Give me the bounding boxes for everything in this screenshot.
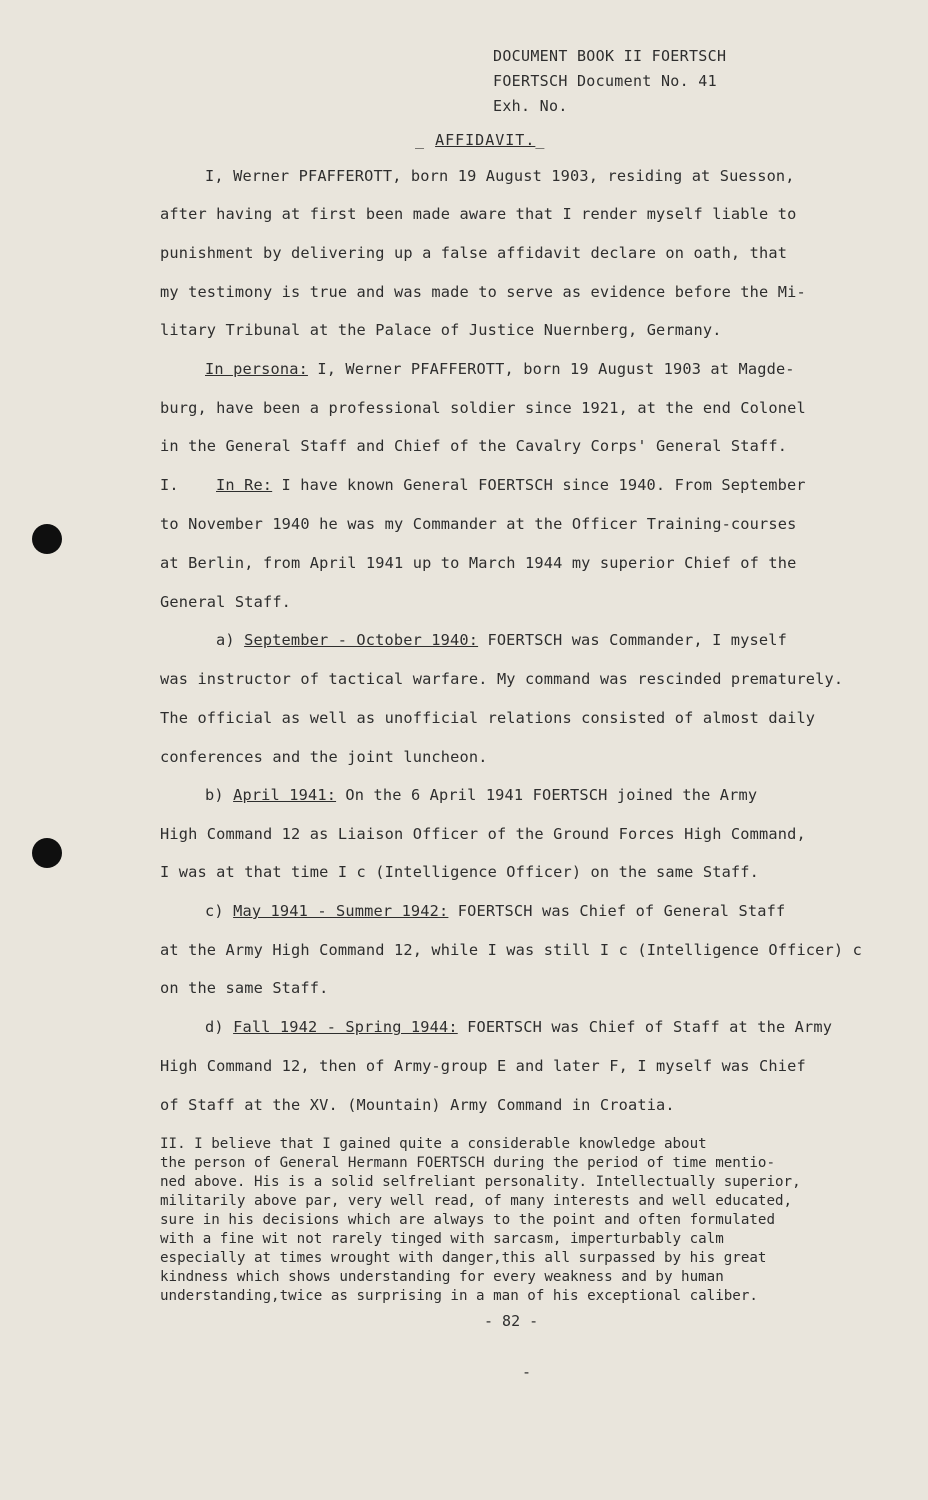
item-d-text-1: FOERTSCH was Chief of Staff at the Army: [457, 1018, 833, 1036]
section-2-line-3: ned above. His is a solid selfreliant personality. Intellectually superior,: [160, 1174, 801, 1190]
section-1-line-1: [160, 476, 806, 494]
header-line-2: FOERTSCH Document No. 41: [493, 72, 717, 90]
item-b-line-2: High Command 12 as Liaison Officer of the Ground Forces High Command,: [160, 825, 806, 843]
item-c-prefix: c): [205, 902, 234, 920]
title-text: AFFIDAVIT.: [435, 131, 536, 149]
section-1-line-3: at Berlin, from April 1941 up to March 1944 my superior Chief of the: [160, 554, 797, 572]
item-a-prefix: a): [216, 631, 245, 649]
section-2-line-6: with a fine wit not rarely tinged with sarcasm, imperturbably calm: [160, 1231, 724, 1247]
item-c-line-2: at the Army High Command 12, while I was still I c (Intelligence Officer) c: [160, 941, 862, 959]
item-c-text-1: FOERTSCH was Chief of General Staff: [448, 902, 786, 920]
persona-line-1: [205, 360, 795, 378]
item-a-text-1: FOERTSCH was Commander, I myself: [478, 631, 787, 649]
intro-line-2: after having at first been made aware that I render myself liable to: [160, 205, 797, 223]
section-1-line-4: General Staff.: [160, 593, 292, 611]
punch-hole-upper: [32, 524, 62, 554]
section-1-line-2: to November 1940 he was my Commander at the Officer Training-courses: [160, 515, 797, 533]
item-d-line-1: [205, 1018, 832, 1036]
persona-label: In persona:: [205, 360, 308, 378]
document-header: [493, 44, 726, 119]
section-1-label: In Re:: [216, 476, 273, 494]
persona-text-1: I, Werner PFAFFEROTT, born 19 August 1903 at Magde-: [307, 360, 795, 378]
item-c-line-3: on the same Staff.: [160, 979, 329, 997]
persona-line-2: burg, have been a professional soldier since 1921, at the end Colonel: [160, 399, 806, 417]
item-d-line-2: High Command 12, then of Army-group E and later F, I myself was Chief: [160, 1057, 806, 1075]
section-2-line-7: especially at times wrought with danger,this all surpassed by his great: [160, 1250, 767, 1266]
item-b-text-1: On the 6 April 1941 FOERTSCH joined the Army: [336, 786, 758, 804]
item-a-line-4: conferences and the joint luncheon.: [160, 748, 488, 766]
item-b-prefix: b): [205, 786, 234, 804]
item-b-line-3: I was at that time I c (Intelligence Officer) on the same Staff.: [160, 863, 760, 881]
section-2-line-9: understanding,twice as surprising in a man of his exceptional caliber.: [160, 1288, 758, 1304]
section-2-line-8: kindness which shows understanding for every weakness and by human: [160, 1269, 724, 1285]
item-d-label: Fall 1942 - Spring 1944:: [233, 1018, 458, 1036]
document-title: _ AFFIDAVIT._: [415, 131, 546, 149]
item-d-line-3: of Staff at the XV. (Mountain) Army Command in Croatia.: [160, 1096, 675, 1114]
footer-mark: -: [522, 1363, 532, 1381]
intro-line-1: I, Werner PFAFFEROTT, born 19 August 1903, residing at Suesson,: [205, 167, 795, 185]
item-a-line-3: The official as well as unofficial relations consisted of almost daily: [160, 709, 816, 727]
section-1-text-1: I have known General FOERTSCH since 1940. From September: [272, 476, 806, 494]
section-2-line-2: the person of General Hermann FOERTSCH during the period of time mentio-: [160, 1155, 775, 1171]
section-1-number: I.: [160, 476, 179, 494]
header-line-3: Exh. No.: [493, 97, 568, 115]
persona-line-3: in the General Staff and Chief of the Cavalry Corps' General Staff.: [160, 437, 788, 455]
intro-line-3: punishment by delivering up a false affidavit declare on oath, that: [160, 244, 788, 262]
item-b-label: April 1941:: [233, 786, 337, 804]
section-2-line-4: militarily above par, very well read, of many interests and well educated,: [160, 1193, 793, 1209]
item-c-label: May 1941 - Summer 1942:: [233, 902, 449, 920]
item-c-line-1: [205, 902, 785, 920]
item-a-line-2: was instructor of tactical warfare. My command was rescinded prematurely.: [160, 670, 844, 688]
item-d-prefix: d): [205, 1018, 234, 1036]
intro-line-4: my testimony is true and was made to serve as evidence before the Mi-: [160, 283, 806, 301]
item-b-line-1: [205, 786, 757, 804]
item-a-label: September - October 1940:: [244, 631, 479, 649]
header-line-1: DOCUMENT BOOK II FOERTSCH: [493, 47, 727, 65]
intro-line-5: litary Tribunal at the Palace of Justice Nuernberg, Germany.: [160, 321, 722, 339]
punch-hole-lower: [32, 838, 62, 868]
page-number: - 82 -: [484, 1312, 539, 1330]
section-2-line-1: II. I believe that I gained quite a considerable knowledge about: [160, 1136, 707, 1152]
section-2-line-5: sure in his decisions which are always to the point and often formulated: [160, 1212, 775, 1228]
item-a-line-1: [216, 631, 787, 649]
